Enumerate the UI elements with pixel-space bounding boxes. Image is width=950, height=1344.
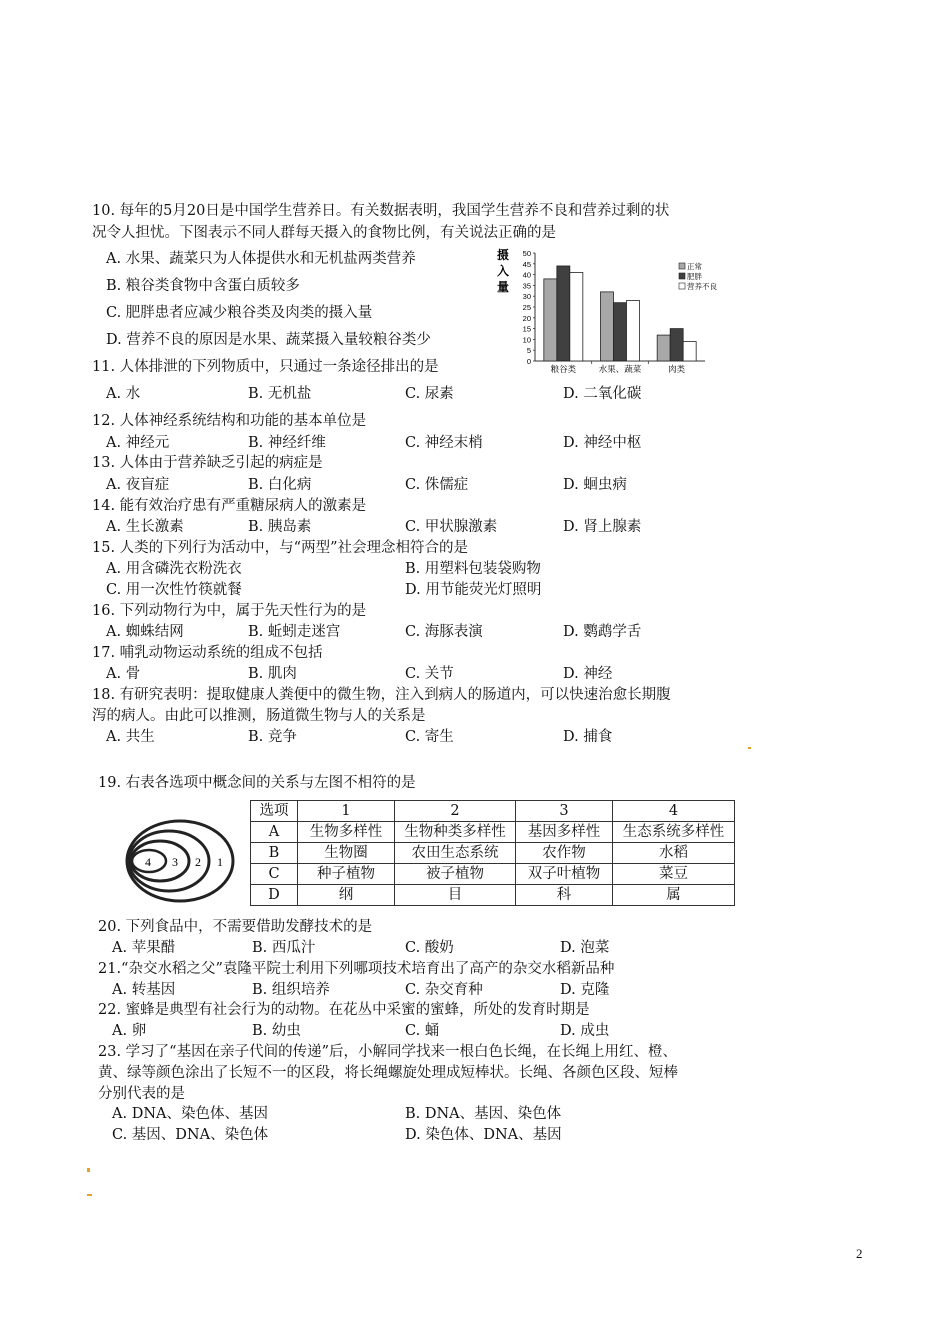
q11-option-c: C. 尿素 [405, 386, 454, 402]
table-cell: 生物多样性 [298, 822, 395, 843]
q22-stem: 22. 蜜蜂是典型有社会行为的动物。在花丛中采蜜的蜜蜂，所处的发育时期是 [98, 1002, 590, 1018]
q13-option-c: C. 侏儒症 [405, 477, 469, 493]
table-cell: 生物种类多样性 [395, 822, 516, 843]
q21-option-b: B. 组织培养 [252, 982, 330, 998]
diagram-label-2: 2 [195, 855, 201, 869]
table-cell: 科 [516, 885, 613, 906]
y-tick-label: 15 [522, 324, 531, 334]
q16-option-a: A. 蜘蛛结网 [106, 624, 184, 640]
q21-stem: 21.“杂交水稻之父”袁隆平院士利用下列哪项技术培育出了高产的杂交水稻新品种 [98, 961, 615, 977]
q13-option-a: A. 夜盲症 [106, 477, 170, 493]
page-number: 2 [856, 1246, 863, 1261]
q14-option-a: A. 生长激素 [106, 519, 184, 535]
q18-option-d: D. 捕食 [563, 729, 613, 745]
q10-option-a: A. 水果、蔬菜只为人体提供水和无机盐两类营养 [106, 251, 416, 267]
header-cell: 1 [298, 801, 395, 822]
legend-label: 肥胖 [687, 272, 702, 281]
q12-option-d: D. 神经中枢 [563, 435, 642, 451]
q11-option-b: B. 无机盐 [248, 386, 312, 402]
y-tick-label: 0 [526, 357, 531, 366]
y-tick-label: 5 [526, 346, 531, 356]
q21-option-a: A. 转基因 [112, 982, 176, 998]
q12-option-a: A. 神经元 [106, 435, 170, 451]
q14-option-b: B. 胰岛素 [248, 519, 312, 535]
q11-option-d: D. 二氧化碳 [563, 386, 642, 402]
table-row [251, 864, 735, 885]
q18-stem-line1: 18. 有研究表明：提取健康人粪便中的微生物，注入到病人的肠道内，可以快速治愈长期腹 [92, 687, 671, 703]
bar-正常 [657, 335, 670, 361]
diagram-label-3: 3 [172, 855, 178, 869]
table-cell: 生态系统多样性 [613, 822, 735, 843]
x-tick-label: 粮谷类 [550, 364, 577, 374]
q10-stem-line2: 况令人担忧。下图表示不同人群每天摄入的食物比例，有关说法正确的是 [92, 225, 556, 241]
q10-stem-line1: 10. 每年的5月20日是中国学生营养日。有关数据表明，我国学生营养不良和营养过剩的状 [92, 203, 670, 219]
q17-option-d: D. 神经 [563, 666, 613, 682]
table-row [251, 843, 735, 864]
q20-option-c: C. 酸奶 [405, 940, 454, 956]
y-tick-label: 30 [522, 292, 531, 302]
q20-stem: 20. 下列食品中，不需要借助发酵技术的是 [98, 919, 373, 935]
q11-option-a: A. 水 [106, 386, 141, 402]
q23-option-c: C. 基因、DNA、染色体 [112, 1127, 269, 1143]
q12-option-c: C. 神经末梢 [405, 435, 483, 451]
q10-option-b: B. 粮谷类食物中含蛋白质较多 [106, 278, 300, 294]
nested-ellipses-diagram [125, 818, 235, 904]
table-row [251, 885, 735, 906]
x-tick-label: 水果、蔬菜 [598, 364, 642, 374]
q22-option-c: C. 蛹 [405, 1023, 440, 1039]
y-tick-label: 35 [522, 281, 531, 291]
y-tick-label: 10 [522, 335, 531, 345]
q16-stem: 16. 下列动物行为中，属于先天性行为的是 [92, 603, 367, 619]
bar-肥胖 [670, 329, 683, 361]
q17-option-c: C. 关节 [405, 666, 454, 682]
table-cell: 被子植物 [395, 864, 516, 885]
y-tick-label: 20 [522, 313, 531, 323]
diagram-label-1: 1 [217, 855, 223, 869]
q20-option-b: B. 西瓜汁 [252, 940, 316, 956]
bar-营养不良 [627, 301, 640, 361]
q16-option-c: C. 海豚表演 [405, 624, 483, 640]
bar-肥胖 [614, 303, 627, 361]
y-tick-label: 25 [522, 303, 531, 312]
q15-option-b: B. 用塑料包装袋购物 [405, 561, 541, 577]
header-cell: 2 [395, 801, 516, 822]
table-cell: 农田生态系统 [395, 843, 516, 864]
stray-mark [87, 1168, 90, 1172]
q16-option-b: B. 蚯蚓走迷宫 [248, 624, 341, 640]
y-tick-label: 50 [522, 249, 531, 258]
q23-option-a: A. DNA、染色体、基因 [112, 1106, 268, 1122]
q19-stem: 19. 右表各选项中概念间的关系与左图不相符的是 [98, 775, 416, 791]
table-cell: 属 [613, 885, 735, 906]
table-cell: 目 [395, 885, 516, 906]
q21-option-c: C. 杂交育种 [405, 982, 483, 998]
q23-option-d: D. 染色体、DNA、基因 [405, 1127, 562, 1143]
stray-mark [87, 1194, 92, 1196]
y-tick-label: 40 [522, 270, 531, 280]
header-cell: 4 [613, 801, 735, 822]
table-cell: C [251, 864, 298, 885]
q19-table [250, 800, 735, 906]
q23-option-b: B. DNA、基因、染色体 [405, 1106, 562, 1122]
table-cell: 双子叶植物 [516, 864, 613, 885]
q23-stem-line2: 黄、绿等颜色涂出了长短不一的区段，将长绳螺旋处理成短棒状。长绳、各颜色区段、短棒 [98, 1065, 678, 1081]
q18-stem-line2: 泻的病人。由此可以推测，肠道微生物与人的关系是 [92, 708, 426, 724]
q15-option-d: D. 用节能荧光灯照明 [405, 582, 542, 598]
q15-option-c: C. 用一次性竹筷就餐 [106, 582, 242, 598]
header-cell: 选项 [251, 801, 298, 822]
q17-stem: 17. 哺乳动物运动系统的组成不包括 [92, 645, 323, 661]
y-axis-label-char: 入 [497, 264, 510, 278]
q11-stem: 11. 人体排泄的下列物质中，只通过一条途径排出的是 [92, 359, 439, 375]
q13-option-b: B. 白化病 [248, 477, 312, 493]
nutrition-bar-chart [495, 245, 735, 380]
table-cell: 生物圈 [298, 843, 395, 864]
table-row [251, 822, 735, 843]
q13-option-d: D. 蛔虫病 [563, 477, 627, 493]
y-axis-label-char: 摄 [497, 248, 510, 262]
q14-option-c: C. 甲状腺激素 [405, 519, 498, 535]
stray-mark [748, 747, 751, 749]
q23-stem-line3: 分别代表的是 [98, 1086, 185, 1102]
table-cell: 纲 [298, 885, 395, 906]
q22-option-d: D. 成虫 [560, 1023, 610, 1039]
table-cell: 菜豆 [613, 864, 735, 885]
bar-营养不良 [683, 342, 696, 361]
diagram-label-4: 4 [145, 855, 151, 869]
table-header-row [251, 801, 735, 822]
q22-option-b: B. 幼虫 [252, 1023, 301, 1039]
legend-swatch [679, 273, 685, 279]
q12-option-b: B. 神经纤维 [248, 435, 326, 451]
q16-option-d: D. 鹦鹉学舌 [563, 624, 642, 640]
bar-正常 [601, 292, 614, 361]
table-cell: 种子植物 [298, 864, 395, 885]
q10-option-c: C. 肥胖患者应减少粮谷类及肉类的摄入量 [106, 305, 373, 321]
y-axis-label-char: 量 [497, 280, 510, 294]
q18-option-c: C. 寄生 [405, 729, 454, 745]
table-cell: 基因多样性 [516, 822, 613, 843]
bar-肥胖 [557, 266, 570, 361]
table-cell: D [251, 885, 298, 906]
legend-swatch [679, 283, 685, 289]
bar-正常 [544, 279, 557, 361]
bar-营养不良 [570, 272, 583, 361]
q18-option-b: B. 竞争 [248, 729, 297, 745]
table-cell: 农作物 [516, 843, 613, 864]
q14-option-d: D. 肾上腺素 [563, 519, 642, 535]
table-cell: A [251, 822, 298, 843]
q20-option-a: A. 苹果醋 [112, 940, 176, 956]
q17-option-b: B. 肌肉 [248, 666, 297, 682]
legend-label: 营养不良 [687, 282, 717, 291]
q17-option-a: A. 骨 [106, 666, 141, 682]
q10-option-d: D. 营养不良的原因是水果、蔬菜摄入量较粮谷类少 [106, 332, 431, 348]
table-cell: B [251, 843, 298, 864]
q15-option-a: A. 用含磷洗衣粉洗衣 [106, 561, 242, 577]
header-cell: 3 [516, 801, 613, 822]
q23-stem-line1: 23. 学习了“基因在亲子代间的传递”后，小解同学找来一根白色长绳，在长绳上用红、橙、 [98, 1044, 677, 1060]
q14-stem: 14. 能有效治疗患有严重糖尿病人的激素是 [92, 498, 367, 514]
q22-option-a: A. 卵 [112, 1023, 147, 1039]
q21-option-d: D. 克隆 [560, 982, 610, 998]
q20-option-d: D. 泡菜 [560, 940, 610, 956]
legend-label: 正常 [687, 262, 702, 271]
q15-stem: 15. 人类的下列行为活动中，与“两型”社会理念相符合的是 [92, 540, 468, 556]
legend-swatch [679, 263, 685, 269]
y-tick-label: 45 [522, 259, 531, 269]
table-cell: 水稻 [613, 843, 735, 864]
q12-stem: 12. 人体神经系统结构和功能的基本单位是 [92, 413, 367, 429]
q13-stem: 13. 人体由于营养缺乏引起的病症是 [92, 455, 323, 471]
q18-option-a: A. 共生 [106, 729, 155, 745]
x-tick-label: 肉类 [668, 364, 686, 374]
